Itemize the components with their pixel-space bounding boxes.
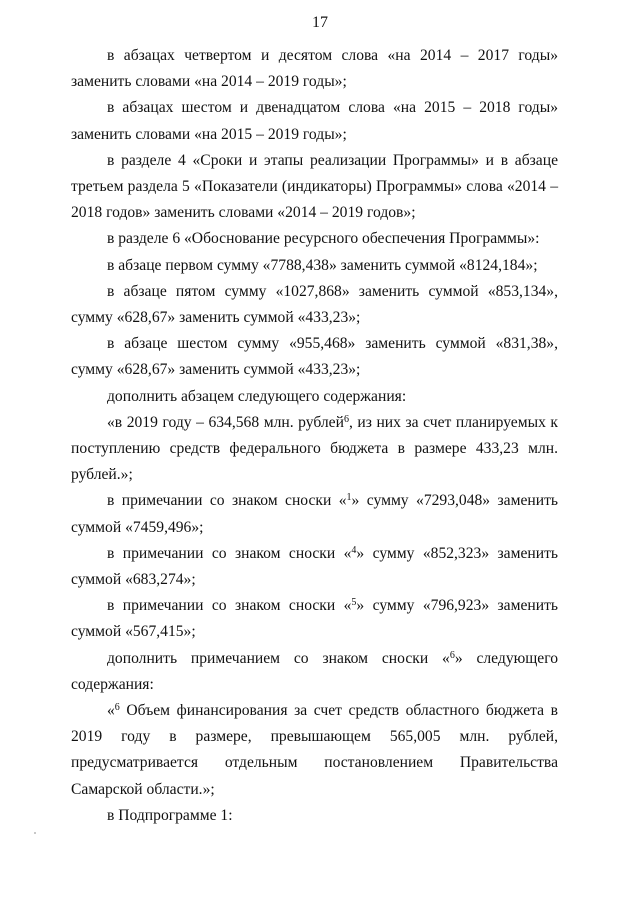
paragraph-text: дополнить абзацем следующего содержания: xyxy=(107,387,407,405)
paragraph-11 xyxy=(71,541,558,593)
paragraph-12 xyxy=(71,593,558,645)
paragraph-10 xyxy=(71,488,558,540)
paragraph-4 xyxy=(71,226,558,252)
paragraph-text: « xyxy=(107,702,115,720)
footnote-mark: 5 xyxy=(351,597,357,609)
paragraph-text: в примечании со знаком сноски « xyxy=(107,544,352,562)
paragraph-5 xyxy=(71,253,558,279)
paragraph-text: Объем финансирования за счет средств областного бюджета в 2019 году в размере, превышающем 565,005 млн. рублей, предусматривается отдельным постановлением Правительства Самарской области.»; xyxy=(71,702,558,798)
paragraph-15 xyxy=(71,803,558,829)
paragraph-text: » сумму «796,923» заменить суммой «567,415»; xyxy=(71,597,559,641)
paragraph-text: «в 2019 году – 634,568 млн. рублей xyxy=(107,413,344,431)
paragraph-3 xyxy=(71,148,558,227)
footnote-mark: 4 xyxy=(351,544,357,556)
paragraph-text: в абзацах четвертом и десятом слова «на 2014 – 2017 годы» заменить словами «на 2014 – 2019 годы»; xyxy=(71,47,558,91)
paragraph-2 xyxy=(71,95,558,147)
paragraph-14 xyxy=(71,698,558,803)
paragraph-text: в абзаце первом сумму «7788,438» заменить суммой «8124,184»; xyxy=(107,256,538,274)
page-number: 17 xyxy=(312,14,328,31)
footnote-mark: 6 xyxy=(114,702,120,714)
scan-speck xyxy=(34,832,36,834)
footnote-mark: 6 xyxy=(343,413,349,425)
footnote-mark: 1 xyxy=(346,492,352,504)
paragraph-text: в примечании со знаком сноски « xyxy=(107,492,347,510)
paragraph-text: в абзаце шестом сумму «955,468» заменить суммой «831,38», сумму «628,67» заменить суммой «433,23»; xyxy=(71,335,558,379)
paragraph-7 xyxy=(71,331,558,383)
footnote-mark: 6 xyxy=(449,649,455,661)
paragraph-text: , из них за счет планируемых к поступлению средств федерального бюджета в размере 433,23 млн. рублей.»; xyxy=(71,413,558,484)
paragraph-6 xyxy=(71,279,558,331)
paragraph-text: » сумму «852,323» заменить суммой «683,274»; xyxy=(71,544,559,589)
paragraph-text: в Подпрограмме 1: xyxy=(107,806,233,824)
paragraph-8 xyxy=(71,384,558,410)
paragraph-text: в разделе 6 «Обоснование ресурсного обеспечения Программы»: xyxy=(107,230,540,248)
paragraph-13 xyxy=(71,646,558,698)
paragraph-text: в разделе 4 «Сроки и этапы реализации Программы» и в абзаце третьем раздела 5 «Показатели (индикаторы) Программы» слова «2014 – 2018 годов» заменить словами «2014 – 2019 годов»; xyxy=(71,151,558,222)
paragraph-text: дополнить примечанием со знаком сноски « xyxy=(107,649,450,667)
paragraph-text: » сумму «7293,048» заменить суммой «7459,496»; xyxy=(71,492,559,536)
document-body xyxy=(71,43,558,829)
paragraph-9 xyxy=(71,410,558,489)
paragraph-1 xyxy=(71,43,558,95)
paragraph-text: » следующего содержания: xyxy=(71,649,559,693)
paragraph-text: в примечании со знаком сноски « xyxy=(107,597,352,615)
paragraph-text: в абзаце пятом сумму «1027,868» заменить суммой «853,134», сумму «628,67» заменить суммой «433,23»; xyxy=(71,282,558,327)
paragraph-text: в абзацах шестом и двенадцатом слова «на 2015 – 2018 годы» заменить словами «на 2015 – 2019 годы»; xyxy=(71,99,558,143)
